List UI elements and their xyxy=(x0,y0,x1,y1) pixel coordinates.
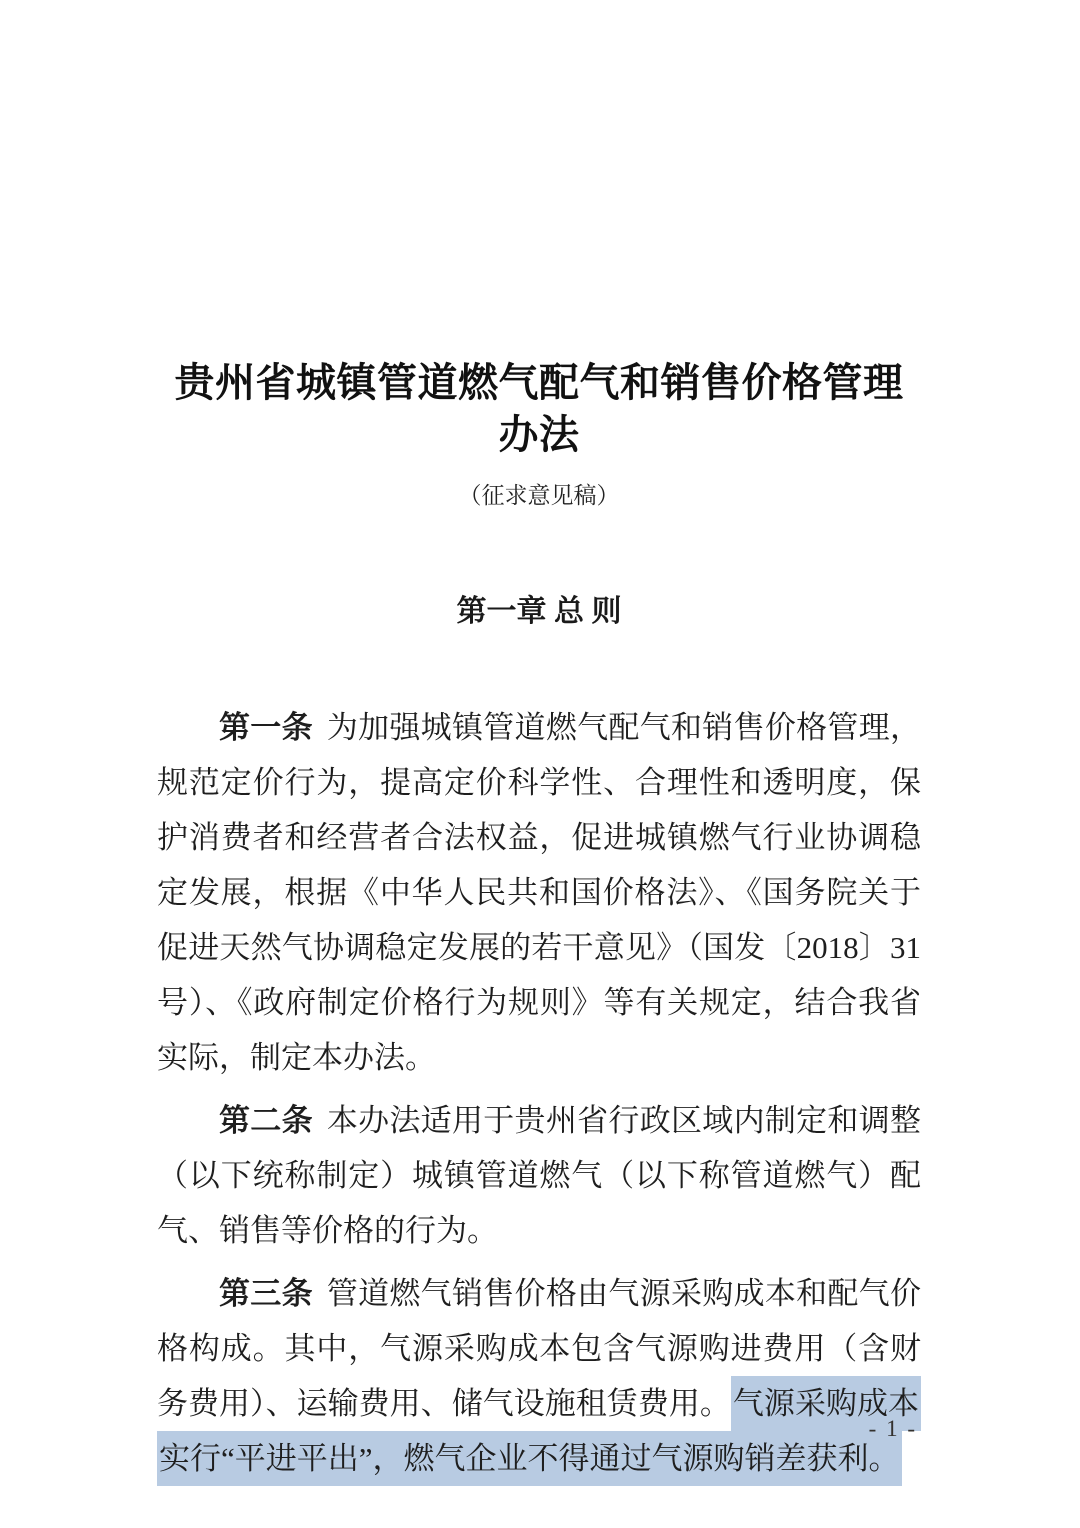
document-body xyxy=(157,700,921,1486)
article-2 xyxy=(157,1093,921,1258)
article-2-text: 本办法适用于贵州省行政区域内制定和调整（以下统称制定）城镇管道燃气（以下称管道燃气）配气、销售等价格的行为。 xyxy=(157,1103,922,1248)
article-3-text: 管道燃气销售价格由气源采购成本和配气价格构成。其中，气源采购成本包含气源购进费用（含财务费用）、运输费用、储气设施租赁费用。 xyxy=(157,1276,922,1421)
document-title: 贵州省城镇管道燃气配气和销售价格管理办法 xyxy=(174,360,904,457)
article-3-highlighted-text: 气源采购成本实行“平进平出”，燃气企业不得通过气源购销差获利。 xyxy=(157,1376,921,1486)
chapter-heading: 第一章 总 则 xyxy=(456,595,622,628)
article-3-label: 第三条 xyxy=(219,1276,313,1311)
article-1-text: 为加强城镇管道燃气配气和销售价格管理，规范定价行为，提高定价科学性、合理性和透明度，保护消费者和经营者合法权益，促进城镇燃气行业协调稳定发展，根据《中华人民共和国价格法》、《国务院关于促进天然气协调稳定发展的若干意见》（国发〔2018〕31 号）、《政府制定价格行为规则》等有关规定，结合我省实际，制定本办法。 xyxy=(157,710,922,1075)
article-1-label: 第一条 xyxy=(219,710,313,745)
document-subtitle: （征求意见稿） xyxy=(458,483,620,508)
article-2-label: 第二条 xyxy=(219,1103,313,1138)
page-number: - 1 - xyxy=(868,1416,917,1441)
article-3 xyxy=(157,1266,921,1486)
article-1 xyxy=(157,700,921,1085)
